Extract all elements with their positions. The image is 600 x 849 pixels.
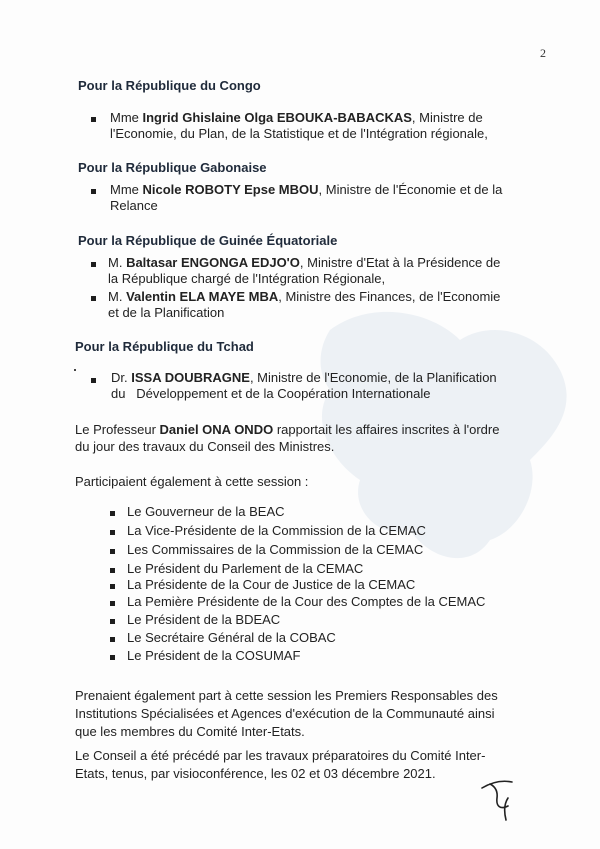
stray-mark xyxy=(74,369,76,371)
delegate-name: Nicole ROBOTY Epse MBOU xyxy=(142,182,319,197)
list-item: Le Président de la COSUMAF xyxy=(127,648,301,663)
rapporteur-paragraph xyxy=(75,421,499,455)
page-number: 2 xyxy=(540,46,546,60)
also-present-paragraph xyxy=(75,687,498,741)
delegate-prefix: M. xyxy=(108,255,127,270)
rapporteur-text: Le Professeur xyxy=(75,422,160,437)
bullet-icon xyxy=(110,584,115,589)
delegate-role-cont: et de la Planification xyxy=(108,305,225,320)
rapporteur-text-line2: du jour des travaux du Conseil des Ministres. xyxy=(75,439,335,454)
bullet-icon xyxy=(91,117,96,122)
delegate-prefix: Dr. xyxy=(111,370,132,385)
list-item: La Pemière Présidente de la Cour des Comptes de la CEMAC xyxy=(127,594,486,609)
delegate-name: Valentin ELA MAYE MBA xyxy=(126,289,279,304)
section-heading-guinee: Pour la République de Guinée Équatoriale xyxy=(78,233,338,248)
delegate-prefix: Mme xyxy=(110,110,143,125)
preceded-by-paragraph xyxy=(75,747,485,783)
delegate-role-cont: Relance xyxy=(110,198,158,213)
delegate-role-cont: l'Economie, du Plan, de la Statistique et de l'Intégration régionale, xyxy=(110,126,488,141)
bullet-icon xyxy=(110,637,115,642)
paragraph-line: Prenaient également part à cette session les Premiers Responsables des xyxy=(75,688,498,703)
list-item: Le Président du Parlement de la CEMAC xyxy=(127,561,364,576)
bullet-icon xyxy=(110,619,115,624)
delegate-name: ISSA DOUBRAGNE xyxy=(131,370,250,385)
delegate-role-cont: la République chargé de l'Intégration Régionale, xyxy=(108,271,386,286)
delegate-entry-tchad xyxy=(111,370,497,402)
paragraph-line: que les membres du Comité Inter-Etats. xyxy=(75,724,305,739)
list-item: Le Secrétaire Général de la COBAC xyxy=(127,630,336,645)
delegate-role: , Ministre d'Etat à la Présidence de xyxy=(299,255,501,270)
list-item: Les Commissaires de la Commission de la CEMAC xyxy=(127,542,424,557)
delegate-prefix: Mme xyxy=(110,182,143,197)
list-item: La Présidente de la Cour de Justice de la CEMAC xyxy=(127,577,416,592)
paragraph-line: Institutions Spécialisées et Agences d'exécution de la Communauté ainsi xyxy=(75,706,495,721)
section-heading-gabon: Pour la République Gabonaise xyxy=(78,160,267,175)
section-heading-congo: Pour la République du Congo xyxy=(78,78,261,93)
delegate-entry-guinee-1 xyxy=(108,255,500,287)
delegate-entry-congo xyxy=(110,110,488,142)
rapporteur-name: Daniel ONA ONDO xyxy=(159,422,274,437)
participants-intro: Participaient également à cette session : xyxy=(75,474,309,489)
bullet-icon xyxy=(110,549,115,554)
bullet-icon xyxy=(91,378,96,383)
delegate-role: , Ministre de xyxy=(411,110,483,125)
signature-initials xyxy=(478,776,518,826)
bullet-icon xyxy=(91,189,96,194)
delegate-role: , Ministre de l'Économie et de la xyxy=(318,182,503,197)
delegate-name: Ingrid Ghislaine Olga EBOUKA-BABACKAS xyxy=(142,110,412,125)
delegate-role-cont: du Développement et de la Coopération Internationale xyxy=(111,386,431,401)
paragraph-line: Etats, tenus, par visioconférence, les 02 et 03 décembre 2021. xyxy=(75,766,436,781)
section-heading-tchad: Pour la République du Tchad xyxy=(75,339,254,354)
list-item: La Vice-Présidente de la Commission de la CEMAC xyxy=(127,523,426,538)
delegate-entry-gabon xyxy=(110,182,502,214)
list-item: Le Gouverneur de la BEAC xyxy=(127,504,285,519)
bullet-icon xyxy=(110,530,115,535)
delegate-entry-guinee-2 xyxy=(108,289,500,321)
delegate-role: , Ministre des Finances, de l'Economie xyxy=(278,289,501,304)
delegate-name: Baltasar ENGONGA EDJO'O xyxy=(126,255,300,270)
bullet-icon xyxy=(91,262,96,267)
bullet-icon xyxy=(110,601,115,606)
bullet-icon xyxy=(110,568,115,573)
bullet-icon xyxy=(110,511,115,516)
delegate-prefix: M. xyxy=(108,289,127,304)
bullet-icon xyxy=(110,655,115,660)
bullet-icon xyxy=(91,296,96,301)
paragraph-line: Le Conseil a été précédé par les travaux préparatoires du Comité Inter- xyxy=(75,748,486,763)
list-item: Le Président de la BDEAC xyxy=(127,612,281,627)
rapporteur-text-cont: rapportait les affaires inscrites à l'ordre xyxy=(273,422,500,437)
delegate-role: , Ministre de l'Economie, de la Planification xyxy=(249,370,497,385)
